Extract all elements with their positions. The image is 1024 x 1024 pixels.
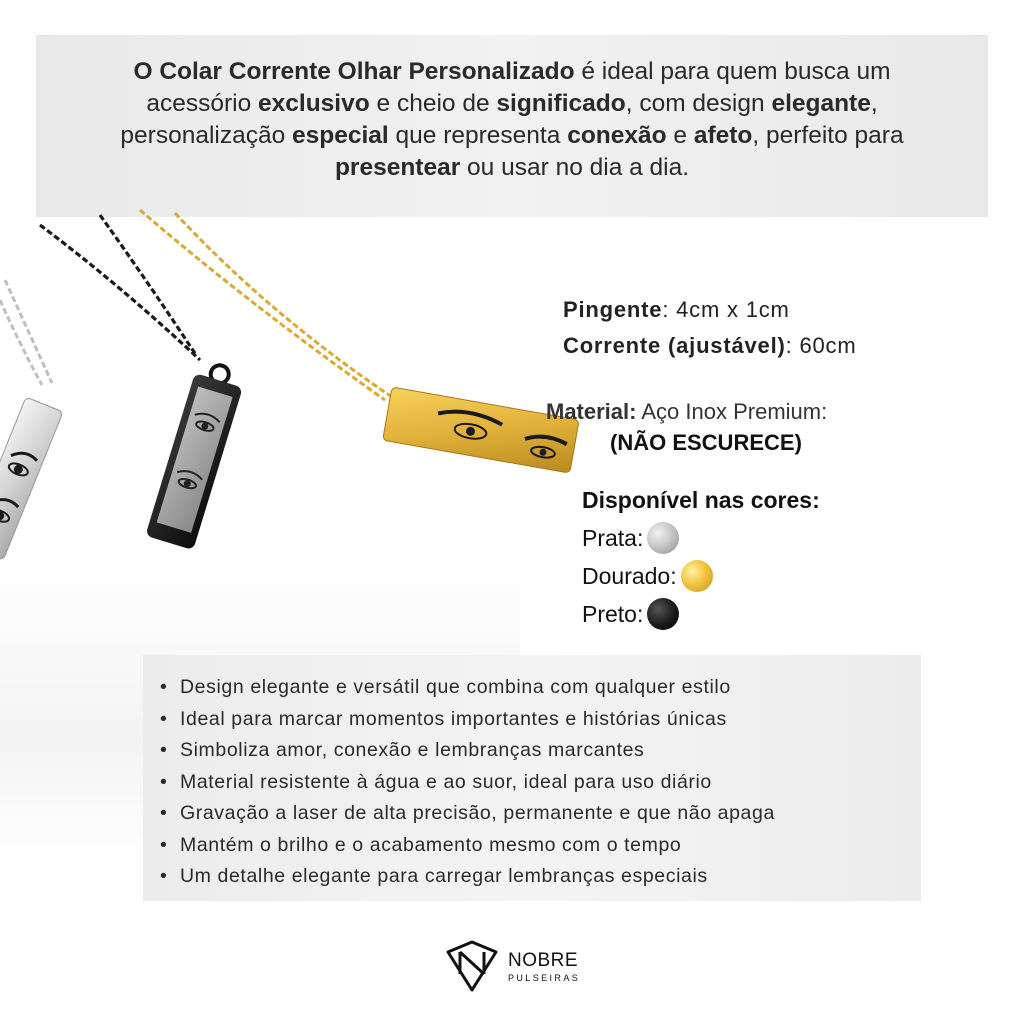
- feature-item: [160, 861, 775, 893]
- spec-pendant-label: Pingente: [563, 297, 663, 322]
- feature-item: [160, 830, 775, 862]
- feature-text: Design elegante e versátil que combina com qualquer estilo: [180, 676, 731, 698]
- intro-text: , perfeito para: [752, 122, 904, 149]
- silver-chain: [0, 280, 52, 385]
- feature-text: Gravação a laser de alta precisão, permanente e que não apaga: [180, 802, 775, 824]
- brand-name: NOBRE: [508, 950, 579, 971]
- specs: [563, 292, 856, 364]
- spec-chain-label: Corrente (ajustável): [563, 333, 786, 358]
- intro-line-1: [60, 56, 964, 88]
- bullet-icon: •: [160, 707, 168, 730]
- material-info: [546, 396, 886, 455]
- color-option-black: [582, 595, 820, 633]
- intro-text-bold: elegante: [771, 90, 871, 117]
- intro-description: [60, 56, 964, 184]
- intro-text: acessório: [146, 90, 259, 117]
- black-chain: [40, 215, 200, 360]
- intro-line-4: [60, 152, 964, 184]
- bullet-icon: •: [160, 865, 168, 887]
- intro-text: é ideal para quem busca um: [574, 58, 891, 85]
- feature-item: [160, 704, 775, 736]
- intro-text: ou usar no dia a dia.: [460, 154, 690, 181]
- feature-text: Material resistente à água e ao suor, ideal para uso diário: [180, 770, 712, 793]
- color-option-label: Dourado:: [582, 563, 677, 589]
- gold-chain: [140, 210, 392, 400]
- intro-text: , com design: [625, 90, 772, 117]
- black-swatch-icon: [647, 598, 679, 630]
- feature-text: Simboliza amor, conexão e lembranças marcantes: [180, 739, 645, 761]
- silver-pendant: [0, 397, 63, 560]
- spec-pendant: [563, 292, 856, 328]
- color-option-gold: [582, 557, 820, 595]
- color-option-label: Preto:: [582, 601, 644, 627]
- intro-text-bold: exclusivo: [258, 90, 370, 117]
- brand-subtitle: PULSEIRAS: [508, 973, 581, 983]
- intro-text-bold: conexão: [567, 122, 667, 149]
- feature-text: Mantém o brilho e o acabamento mesmo com o tempo: [180, 833, 682, 856]
- black-pendant-photo: [157, 387, 233, 533]
- bullet-icon: •: [160, 676, 168, 698]
- color-option-silver: [582, 519, 820, 557]
- bullet-icon: •: [160, 802, 168, 824]
- black-pendant: [145, 359, 247, 551]
- intro-text: e: [666, 122, 694, 149]
- gold-swatch-icon: [681, 560, 713, 592]
- bullet-icon: •: [160, 739, 168, 761]
- color-options: [582, 481, 820, 633]
- intro-line-3: [60, 120, 964, 152]
- spec-chain-value: : 60cm: [785, 333, 857, 358]
- product-photo: [0, 205, 600, 565]
- material-label: Material:: [546, 399, 637, 424]
- material-value: Aço Inox Premium:: [636, 399, 828, 424]
- intro-text-bold: significado: [496, 90, 626, 117]
- intro-text: ,: [870, 90, 878, 117]
- intro-text-bold: especial: [292, 122, 389, 149]
- material-row: [546, 396, 886, 427]
- intro-text-bold: O Colar Corrente Olhar Personalizado: [133, 58, 575, 85]
- spec-pendant-value: : 4cm x 1cm: [662, 297, 790, 322]
- features-list: [160, 672, 775, 893]
- intro-text: personalização: [120, 122, 293, 149]
- feature-text: Um detalhe elegante para carregar lembranças especiais: [180, 865, 708, 887]
- feature-item: [160, 735, 775, 767]
- feature-item: [160, 798, 775, 830]
- bullet-icon: •: [160, 770, 168, 793]
- material-note: (NÃO ESCURECE): [610, 430, 802, 455]
- intro-text: e cheio de: [369, 90, 497, 117]
- silver-swatch-icon: [647, 522, 679, 554]
- colors-heading: Disponível nas cores:: [582, 487, 820, 513]
- intro-text-bold: presentear: [334, 154, 461, 181]
- feature-item: [160, 672, 775, 704]
- feature-text: Ideal para marcar momentos importantes e histórias únicas: [180, 707, 727, 730]
- intro-text: que representa: [388, 122, 568, 149]
- bullet-icon: •: [160, 833, 168, 856]
- color-option-label: Prata:: [582, 525, 644, 551]
- intro-line-2: [60, 88, 964, 120]
- spec-chain: [563, 328, 856, 364]
- feature-item: [160, 767, 775, 799]
- intro-text-bold: afeto: [693, 122, 753, 149]
